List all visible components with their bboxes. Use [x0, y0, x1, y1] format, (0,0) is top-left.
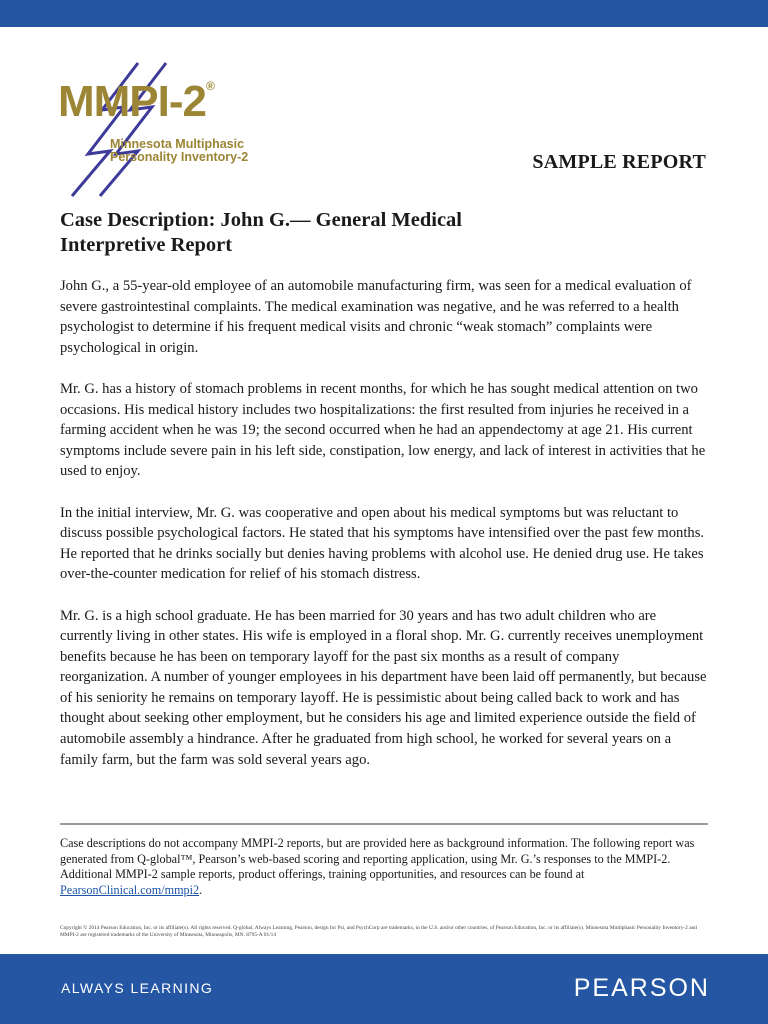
sample-report-label: SAMPLE REPORT — [532, 151, 706, 173]
divider — [60, 823, 708, 825]
pearson-clinical-link[interactable]: PearsonClinical.com/mmpi2 — [60, 882, 200, 897]
top-brand-bar — [0, 0, 768, 27]
case-title: Case Description: John G.— General Medical Interpretive Report — [60, 209, 462, 256]
pearson-logo: PEARSON — [573, 974, 710, 1002]
mmpi2-logo — [58, 58, 248, 198]
case-paragraph: Mr. G. is a high school graduate. He has been married for 30 years and has two adult children who are currently living in other states. His wife is employed in a floral shop. Mr. G. currently receives unemployment benefits because he has been on temporary layoff for the past six months as a result of company reorganization. A number of younger employees in his department have been laid off permanently, but because of his seniority he remains on temporary layoff. He is pessimistic about being called back to work and has thought about seeking other employment, but he considers his age and limited experience outside the field of automobile assembly a hindrance. After he graduated from high school, he worked for several years on a family farm, but the farm was sold several years ago. — [60, 607, 707, 768]
case-paragraph: John G., a 55-year-old employee of an automobile manufacturing firm, was seen for a medical evaluation of severe gastrointestinal complaints. The medical examination was negative, and he was referred to a health psychologist to determine if his frequent medical visits and chronic “weak stomach” complaints were psychological in origin. — [60, 278, 692, 356]
footer-bar — [0, 954, 768, 1024]
footer-tagline: ALWAYS LEARNING — [61, 980, 214, 996]
case-body — [60, 276, 710, 791]
case-paragraph: Mr. G. has a history of stomach problems in recent months, for which he has sought medical attention on two occasions. His medical history includes two hospitalizations: the first resulted from injuries he received in a farming accident when he was 19; the second occurred when he had an appendectomy at age 21. His current symptoms include severe pain in his left side, constipation, low energy, and lack of interest in activities that he used to enjoy. — [60, 380, 706, 480]
logo-title: MMPI-2® — [58, 77, 214, 126]
copyright-notice: Copyright © 2014 Pearson Education, Inc. or its affiliate(s). All rights reserved. Q-global, Always Learning, Pearson, design for Psi, and PsychCorp are trademarks, in the U.S. and/or other countries, of Pearson Education, Inc. or its affiliate(s). Minnesota Multiphasic Personality Inventory-2 and MMPI-2 are registered trademarks of the University of Minnesota, Minneapolis, MN. 8795-A 01/14 — [60, 925, 698, 938]
case-paragraph: In the initial interview, Mr. G. was cooperative and open about his medical symptoms but was reluctant to discuss possible psychological factors. He stated that his symptoms have intensified over the past few months. He reported that he drinks socially but denies having problems with alcohol use. He denied drug use. He takes over-the-counter medication for relief of his stomach distress. — [60, 504, 705, 583]
logo-subtitle: Minnesota Multiphasic Personality Inventory-2 — [110, 137, 249, 164]
footnote: Case descriptions do not accompany MMPI-2 reports, but are provided here as background information. The following report was generated from Q-global™, Pearson’s web-based scoring and reporting application, using Mr. G.’s responses to the MMPI-2. Additional MMPI-2 sample reports, product offerings, training opportunities, and resources can be found at PearsonClinical.com/mmpi2. — [60, 836, 695, 897]
